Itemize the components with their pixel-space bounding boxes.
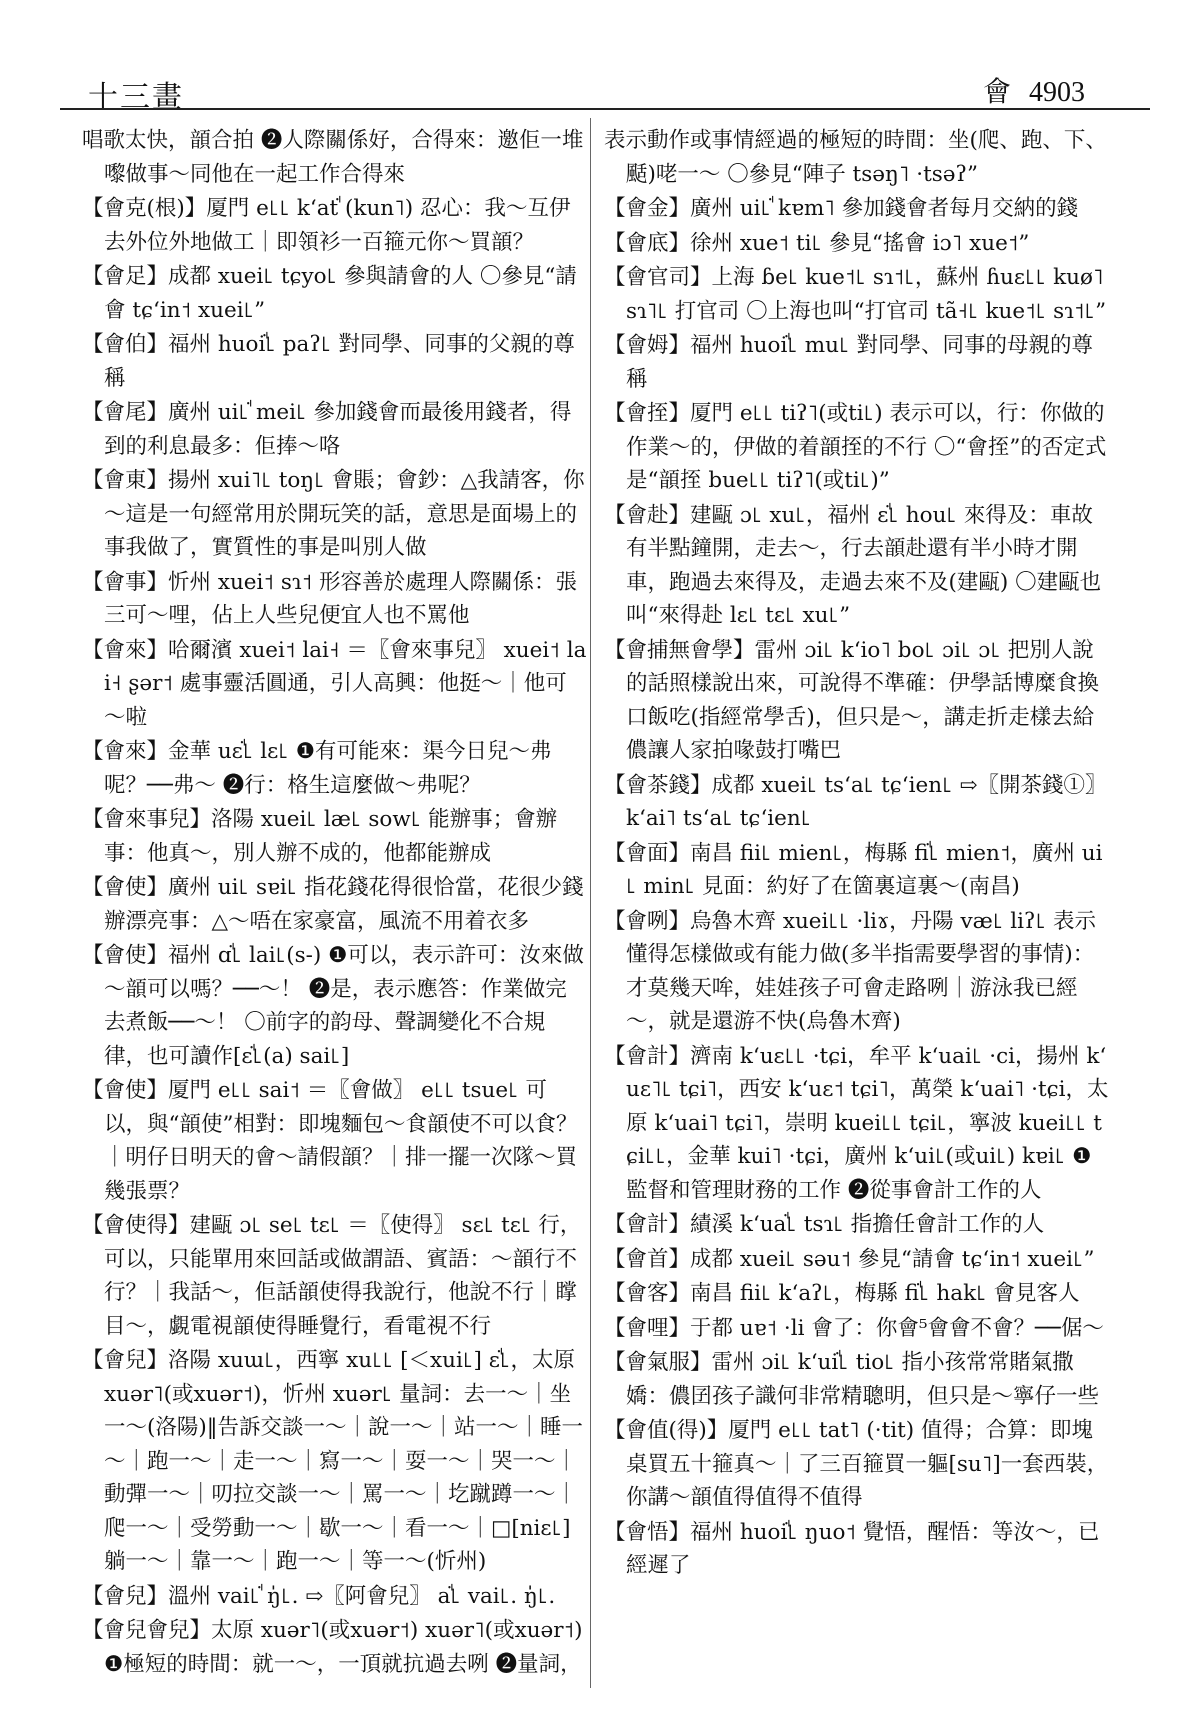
entry: 【會哩】于都 uɐ˦ ·li 會了：你會⁵會會不會？──倨～: [604, 1315, 1104, 1341]
right-column: [604, 124, 1110, 1584]
page-number: 4903: [1029, 77, 1085, 108]
entry: 【會計】績溪 kʻuaꜗ꜖ tsɿ꜖ 指擔任會計工作的人: [604, 1212, 1045, 1237]
entry: 【會悟】福州 huoiꜗ꜖ ŋuo˦ 覺悟，醒悟：等汝～，已經遲了: [604, 1519, 1100, 1578]
entry: 【會值(得)】厦門 e꜖꜖ tat˥ (·tit) 值得；合算：即塊桌買五十箍真～｜了三百箍買一軀[su˥]一套西裝，你講～𩐳值得值得不值得: [604, 1418, 1109, 1510]
entry: 【會尾】廣州 ui꜖ꜗ mei꜖ 參加錢會而最後用錢者，得到的利息最多：佢捧～咯: [82, 400, 572, 459]
entry: 【會來】金華 uɛꜗ꜖ lɛ꜖ ❶有可能來：渠今日兒～弗呢？──弗～ ❷行：格生這麼做～弗呢？: [82, 739, 552, 798]
entry: 【會伯】福州 huoiꜗ꜖ paʔ꜖ 對同學、同事的父親的尊稱: [82, 332, 575, 391]
entry: 【會計】濟南 kʻuɛ꜖꜖ ·tɕi，牟平 kʻuai꜖ ·ci，揚州 kʻuɛ˥꜖ tɕi˥，西安 kʻuɛ˦ tɕi˥，萬榮 kʻuai˥ ·tɕi，太原 kʻuai˥ tɕi˥，崇明 kuei꜖꜖ tɕi꜖，寧波 kuei꜖꜖ tɕi꜖꜖，金華 kui˥ ·tɕi，廣州 kʻui꜖(或ui꜖) kɐi꜖ ❶監督和管理財務的工作 ❷從事會計工作的人: [604, 1043, 1109, 1203]
entry: 【會姆】福州 huoiꜗ꜖ mu꜖ 對同學、同事的母親的尊稱: [604, 333, 1093, 392]
entry: 【會來事兒】洛陽 xuei꜖ læ꜖ sow꜖ 能辦事；會辦事：他真～，別人辦不成的，他都能辦成: [82, 807, 558, 866]
entry: 【會克(根)】厦門 e꜖꜖ kʻatꜗ (kun˥) 忍心：我～互伊去外位外地做工｜即領衫一百箍元你～買𩐳？: [82, 196, 571, 255]
entry: 【會兒會兒】太原 xuər˥(或xuər˦) xuər˥(或xuər˦) ❶極短的時間：就一～，一頂就抗過去咧 ❷量詞，: [82, 1618, 583, 1677]
entry: 【會底】徐州 xue˦ ti꜖ 參見“搖會 iɔ˥ xue˦”: [604, 230, 1030, 256]
head-character: 會: [982, 75, 1011, 108]
entry: 【會首】成都 xuei꜖ səu˦ 參見“請會 tɕʻin˦ xuei꜖”: [604, 1246, 1095, 1272]
entry: 【會使】福州 ɑꜗ꜖ lai꜖(s-) ❶可以，表示許可：汝來做～𩐳可以嗎？──～！ ❷是，表示應答：作業做完去煮飯──～！ 〇前字的韵母、聲調變化不合規律，也可讀作[ɛꜗ꜖(a) sai꜖]: [82, 943, 584, 1069]
entry: 【會來】哈爾濱 xuei˦ lai˧ ＝〖會來事兒〗 xuei˦ lai˧ ʂər˦ 處事靈活圓通，引人高興：他挺～｜他可～啦: [82, 637, 587, 730]
entry: 【會兒】洛陽 xuɯ꜖，西寧 xu꜖꜖ [＜xui꜖] ɛꜗ꜖，太原 xuər˥(或xuər˦)，忻州 xuər꜖ 量詞：去一～｜坐一～(洛陽)‖告訴交談一～｜說一～｜站一～｜睡一～｜跑一～｜走一～｜寫一～｜耍一～｜哭一～｜動彈一～｜叨拉交談一～｜罵一～｜圪蹴蹲一～｜爬一～｜受勞動一～｜歇一～｜看一～｜□[niɛ꜖]躺一～｜靠一～｜跑一～｜等一～(忻州): [82, 1348, 584, 1574]
section-title: 十三畫: [88, 80, 184, 115]
entry: 【會咧】烏魯木齊 xuei꜖꜖ ·liɤ，丹陽 væ꜖ liʔ꜖ 表示懂得怎樣做或有能力做(多半指需要學習的事情)：才莫幾天哞，娃娃孩子可會走路咧｜游泳我已經～，就是還游不快(烏魯木齊): [604, 908, 1097, 1034]
entry: 【會金】廣州 ui꜖ꜗ kɐm˥ 參加錢會者每月交納的錢: [604, 196, 1079, 221]
running-head: [983, 70, 1085, 110]
entry: 【會挃】厦門 e꜖꜖ tiʔ˥(或ti꜖) 表示可以，行：你做的作業～的，伊做的着𩐳挃的不行 〇“會挃”的否定式是“𩐳挃 bue꜖꜖ tiʔ˥(或ti꜖)”: [604, 401, 1107, 493]
entry: 【會官司】上海 ɓe꜖ kue˦꜖ sɿ˦꜖，蘇州 ɦuɛ꜖꜖ kuø˥ sɿ˥꜖ 打官司 〇上海也叫“打官司 tã˧꜖ kue˦꜖ sɿ˦꜖”: [604, 265, 1107, 324]
entry: 【會使】厦門 e꜖꜖ sai˦ ＝〖會做〗 e꜖꜖ tsue꜖ 可以，與“𩐳使”相對：即塊麵包～食𩐳使不可以食？｜明仔日明天的會～請假𩐳？｜排一擺一次隊～買幾張票？: [82, 1078, 578, 1204]
entry: 表示動作或事情經過的極短的時間：坐(爬、跑、下、颳)咾一～ 〇參見“陣子 tsəŋ˥ ·tsəʔ”: [604, 128, 1107, 187]
entry: 【會使】廣州 ui꜖ sɐi꜖ 指花錢花得很恰當，花很少錢辦漂亮事：△～唔在家豪富，風流不用着衣多: [82, 875, 584, 934]
entry: 【會捕無會學】雷州 ɔi꜖ kʻio˥ bo꜖ ɔi꜖ ɔ꜖ 把別人說的話照樣說出來，可說得不準確：伊學話博糜食換口飯吃(指經常學舌)，但只是～，講走折走樣去給儂讓人家拍喙鼓打嘴巴: [604, 637, 1100, 763]
entry: 【會使得】建甌 ɔ꜖ se꜖ tɛ꜖ ＝〖使得〗 sɛ꜖ tɛ꜖ 行，可以，只能單用來回話或做謂語、賓語：～𩐳行不行？｜我話～，佢話𩐳使得我說行，他說不行｜𥋇目～，覷電視𩐳使得睡覺行，看電視不行: [82, 1213, 582, 1339]
entry: 【會事】忻州 xuei˦ sɿ˦ 形容善於處理人際關係：張三可～哩，佔上人些兒便宜人也不罵他: [82, 569, 578, 628]
entry: 【會東】揚州 xui˥꜖ toŋ꜖ 會賬；會鈔：△我請客，你～這是一句經常用於開玩笑的話，意思是面場上的事我做了，實質性的事是叫別人做: [82, 468, 585, 560]
left-column: [82, 124, 588, 1682]
page-header: [60, 60, 1145, 120]
entry: 【會氣服】雷州 ɔi꜖ kʻuiꜗ꜖ tio꜖ 指小孩常常賭氣撒嬌：儂囝孩子識何非常精聰明，但只是～寧仔一些: [604, 1350, 1100, 1409]
entry: 【會茶錢】成都 xuei꜖ tsʻa꜖ tɕʻien꜖ ⇨〖開茶錢①〗 kʻai˥ tsʻa꜖ tɕʻien꜖: [604, 772, 1107, 831]
entry: 唱歌太快，𩐳合拍 ❷人際關係好，合得來：邀佢一堆嚟做事～同他在一起工作合得來: [82, 128, 584, 187]
header-rule: [60, 108, 1150, 110]
entry: 【會面】南昌 fii꜖ mien꜖，梅縣 fiꜗ꜖ mien˦，廣州 ui꜖ min꜖ 見面：約好了在箇裏這裏～(南昌): [604, 840, 1103, 899]
column-divider: [590, 118, 591, 1688]
entry: 【會赴】建甌 ɔ꜖ xu꜖，福州 ɛꜗ꜖ hou꜖ 來得及：車故有半點鐘開，走去～，行去𩐳赴還有半小時才開車，跑過去來得及，走過去來不及(建甌) 〇建甌也叫“來得赴 lɛ꜖ tɛ꜖ xu꜖”: [604, 502, 1102, 628]
entry: 【會兒】溫州 vai꜖ꜗ ŋ̍꜖. ⇨〖阿會兒〗 aꜗ꜖ vai꜖. ŋ̍꜖.: [82, 1583, 556, 1609]
entry: 【會客】南昌 fii꜖ kʻaʔ꜖，梅縣 fiꜗ꜖ hak꜖ 會見客人: [604, 1281, 1080, 1306]
entry: 【會足】成都 xuei꜖ tɕyo꜖ 參與請會的人 〇參見“請會 tɕʻin˦ xuei꜖”: [82, 264, 577, 323]
